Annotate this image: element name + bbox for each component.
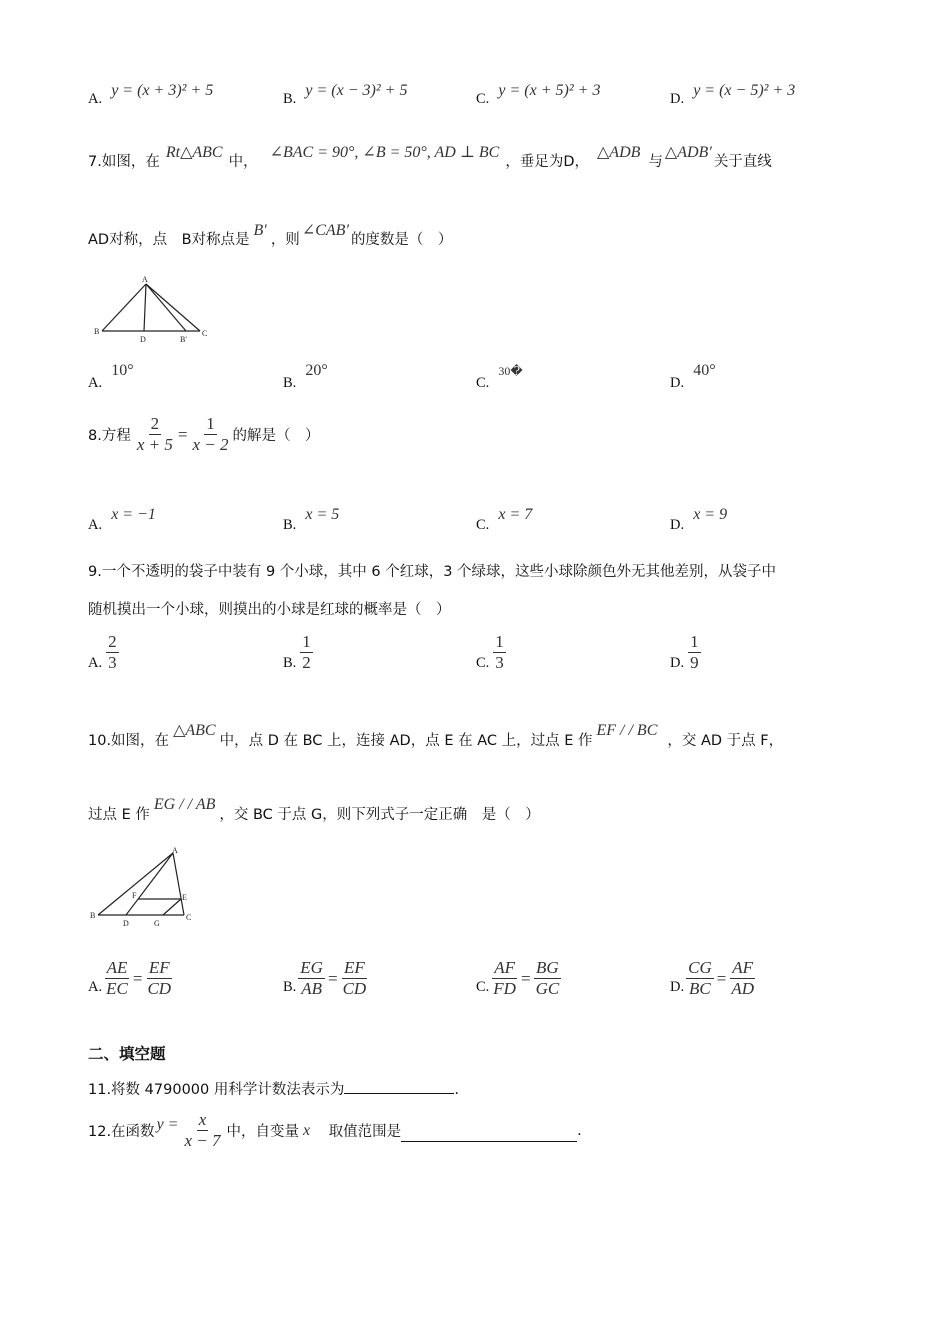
- figure-label-a: A: [172, 846, 178, 855]
- q12-text: 中，自变量: [226, 1124, 299, 1141]
- option-fraction-left: [298, 958, 325, 1000]
- figure-label-e: E: [182, 893, 187, 902]
- option-label: B.: [283, 375, 297, 391]
- figure-label-c: C: [186, 913, 192, 922]
- option-expression: y = (x + 5)² + 3: [498, 82, 601, 99]
- q9-option-c: [476, 632, 506, 674]
- denominator: 2: [302, 653, 311, 673]
- q8-text: 8.方程: [88, 428, 131, 445]
- q12-fraction: [182, 1110, 222, 1152]
- numerator: 2: [108, 632, 117, 651]
- q6-option-c: [476, 82, 601, 108]
- q10-line1: [88, 722, 784, 750]
- option-expression: y = (x − 5)² + 3: [693, 82, 796, 99]
- figure-label-bprime: B': [180, 335, 187, 344]
- q8-fraction-left: [135, 414, 175, 456]
- q10-text: 10.如图，在: [88, 733, 170, 749]
- option-fraction: [106, 632, 119, 674]
- q8-text: 的解是（ ）: [232, 428, 320, 445]
- option-label: A.: [88, 91, 103, 107]
- figure-label-b: B: [94, 327, 100, 336]
- denominator: x − 2: [192, 435, 229, 455]
- equals-sign: =: [716, 968, 727, 988]
- q7-line1: [88, 144, 772, 171]
- q9-line1: 9.一个不透明的袋子中装有 9 个小球，其中 6 个红球，3 个绿球，这些小球除颜色外无其他差别，从袋子中: [88, 564, 777, 580]
- q7-text: 的度数是（ ）: [350, 232, 453, 248]
- equals-sign: =: [327, 968, 338, 988]
- q12-variable: x: [303, 1121, 311, 1139]
- figure-label-g: G: [154, 919, 160, 928]
- option-fraction-left: [104, 958, 130, 1000]
- option-value: 20°: [305, 362, 328, 379]
- figure-label-f: F: [132, 891, 137, 900]
- q7-text: 7.如图，在: [88, 154, 160, 170]
- q11-question: [88, 1078, 459, 1099]
- figure-label-b: B: [90, 911, 96, 920]
- q7-text: 关于直线: [713, 154, 772, 170]
- option-label: A.: [88, 375, 103, 391]
- denominator: 3: [108, 653, 117, 673]
- figure-label-c: C: [202, 329, 208, 338]
- option-fraction: [300, 632, 313, 674]
- figure-label-a: A: [142, 275, 148, 284]
- numerator: 1: [495, 632, 504, 651]
- numerator: CG: [686, 958, 714, 979]
- denominator: CD: [342, 979, 367, 999]
- q7-math: Rt△ABC: [165, 144, 223, 161]
- option-label: B.: [283, 654, 297, 671]
- option-value: 10°: [111, 362, 134, 379]
- numerator: 1: [690, 632, 699, 651]
- q8-fraction-right: [190, 414, 230, 456]
- q7-math: △ADB: [597, 144, 641, 161]
- numerator: EG: [298, 958, 325, 979]
- q12-question: [88, 1110, 582, 1152]
- option-expression: y = (x − 3)² + 5: [305, 82, 408, 99]
- figure-label-d: D: [123, 919, 129, 928]
- numerator: AE: [105, 958, 130, 979]
- numerator: 2: [149, 414, 162, 435]
- option-value: x = −1: [111, 506, 156, 523]
- option-fraction-left: [491, 958, 518, 1000]
- option-label: A.: [88, 979, 103, 996]
- denominator: FD: [493, 979, 516, 999]
- section-heading: 二、填空题: [88, 1045, 166, 1063]
- denominator: CD: [147, 979, 172, 999]
- q8-option-d: [670, 506, 728, 534]
- option-label: A.: [88, 654, 103, 671]
- equals-sign: =: [177, 424, 188, 444]
- denominator: AB: [301, 979, 323, 999]
- denominator: x − 7: [184, 1131, 221, 1151]
- figure-label-d: D: [140, 335, 146, 344]
- denominator: 3: [495, 653, 504, 673]
- q7-option-c: [476, 364, 523, 392]
- q8-option-c: [476, 506, 533, 534]
- q8-question: [88, 414, 320, 456]
- option-label: B.: [283, 979, 297, 996]
- numerator: x: [197, 1110, 209, 1131]
- q12-text: .: [577, 1122, 582, 1139]
- q10-text: 过点 E 作: [88, 807, 150, 823]
- q6-option-d: [670, 82, 796, 108]
- option-fraction-right: [534, 958, 562, 1000]
- q7-text: AD对称，点 B对称点是: [88, 232, 250, 248]
- denominator: BC: [689, 979, 711, 999]
- q11-text: .: [454, 1082, 459, 1098]
- option-fraction-right: [341, 958, 369, 1000]
- equals-sign: =: [520, 968, 531, 988]
- q6-option-b: [283, 82, 408, 108]
- option-label: D.: [670, 654, 685, 671]
- q7-text: 与: [648, 154, 663, 170]
- option-fraction: [688, 632, 701, 674]
- q7-text: ，垂足为D，: [505, 154, 589, 170]
- answer-blank[interactable]: [401, 1127, 577, 1142]
- option-value: x = 9: [693, 506, 728, 523]
- q10-math: EF / / BC: [596, 722, 658, 739]
- answer-blank[interactable]: [344, 1079, 454, 1094]
- q9-option-b: [283, 632, 313, 674]
- q12-function-lhs: y =: [156, 1115, 179, 1133]
- q9-option-d: [670, 632, 701, 674]
- numerator: EF: [147, 958, 172, 979]
- option-label: C.: [476, 979, 490, 996]
- denominator: EC: [106, 979, 128, 999]
- option-label: D.: [670, 517, 685, 533]
- option-fraction-left: [686, 958, 714, 1000]
- q10-math: △ABC: [173, 722, 216, 739]
- q7-text: ，则: [270, 232, 300, 248]
- q7-text: 中，: [228, 154, 258, 170]
- option-label: D.: [670, 91, 685, 107]
- denominator: AD: [731, 979, 754, 999]
- q10-math: EG / / AB: [153, 796, 216, 813]
- q10-option-c: [476, 958, 561, 1000]
- q10-figure: [88, 845, 198, 930]
- numerator: AF: [730, 958, 755, 979]
- q7-math: △ADB′: [664, 144, 712, 161]
- numerator: BG: [534, 958, 561, 979]
- option-label: B.: [283, 517, 297, 533]
- q7-math: ∠BAC = 90°, ∠B = 50°, AD ⊥ BC: [269, 144, 500, 161]
- q11-text: 11.将数 4790000 用科学计数法表示为: [88, 1082, 345, 1098]
- q9-option-a: [88, 632, 119, 674]
- option-value: x = 7: [498, 506, 533, 523]
- numerator: 1: [302, 632, 311, 651]
- q7-option-a: [88, 362, 134, 392]
- q10-line2: [88, 796, 540, 824]
- option-label: A.: [88, 517, 103, 533]
- q7-figure: [88, 272, 218, 347]
- denominator: GC: [535, 979, 560, 999]
- q6-option-a: [88, 82, 214, 108]
- option-label: D.: [670, 375, 685, 391]
- q9-line2: 随机摸出一个小球，则摸出的小球是红球的概率是（ ）: [88, 602, 451, 618]
- q10-option-b: [283, 958, 368, 1000]
- option-expression: y = (x + 3)² + 5: [111, 82, 214, 99]
- q7-line2: [88, 222, 453, 249]
- q7-math: ∠CAB′: [301, 222, 349, 239]
- option-value: 40°: [693, 362, 716, 379]
- option-label: B.: [283, 91, 297, 107]
- q7-option-d: [670, 362, 716, 392]
- numerator: 1: [204, 414, 217, 435]
- q10-text: ，交 AD 于点 F，: [667, 733, 784, 749]
- numerator: AF: [492, 958, 517, 979]
- numerator: EF: [342, 958, 367, 979]
- option-label: C.: [476, 654, 490, 671]
- q10-text: ，交 BC 于点 G，则下列式子一定正确 是（ ）: [219, 807, 540, 823]
- option-value: 30�: [498, 364, 523, 378]
- option-fraction-right: [729, 958, 756, 1000]
- q10-text: 中，点 D 在 BC 上，连接 AD，点 E 在 AC 上，过点 E 作: [219, 733, 593, 749]
- option-label: D.: [670, 979, 685, 996]
- option-label: C.: [476, 375, 490, 391]
- q12-text: 取值范围是: [314, 1124, 402, 1141]
- q8-option-a: [88, 506, 156, 534]
- q10-option-d: [670, 958, 756, 1000]
- q10-option-a: [88, 958, 173, 1000]
- option-label: C.: [476, 517, 490, 533]
- q12-text: 12.在函数: [88, 1124, 155, 1141]
- denominator: x + 5: [136, 435, 173, 455]
- option-value: x = 5: [305, 506, 340, 523]
- denominator: 9: [690, 653, 699, 673]
- option-fraction-right: [145, 958, 173, 1000]
- option-label: C.: [476, 91, 490, 107]
- option-fraction: [493, 632, 506, 674]
- q7-option-b: [283, 362, 328, 392]
- equals-sign: =: [132, 968, 143, 988]
- q8-option-b: [283, 506, 340, 534]
- q7-math: B′: [253, 222, 267, 239]
